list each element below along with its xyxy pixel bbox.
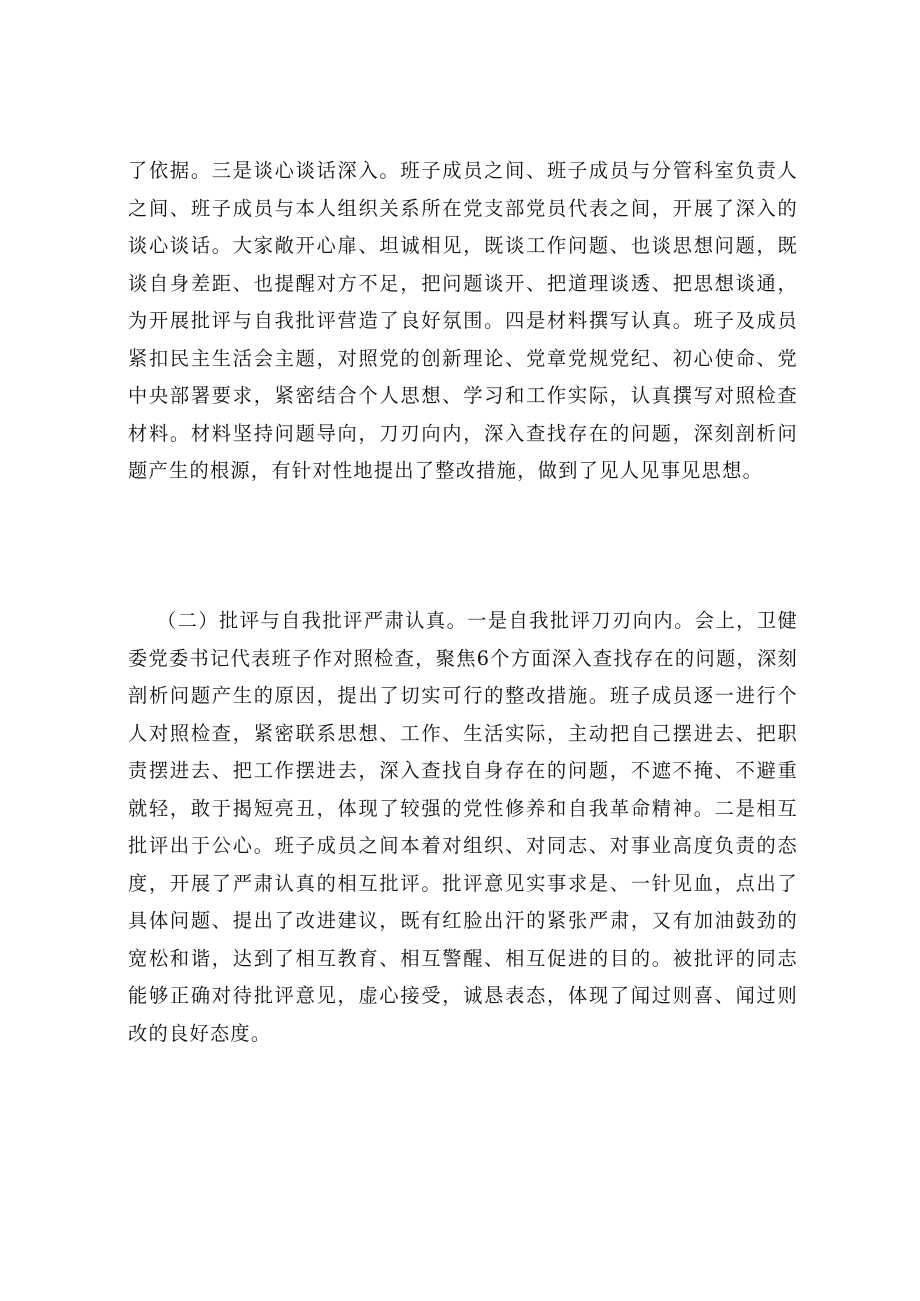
paragraph-2: （二）批评与自我批评严肃认真。一是自我批评刀刃向内。会上，卫健委党委书记代表班子作对照检查，聚焦6个方面深入查找存在的问题，深刻剖析问题产生的原因，提出了切实可行的整改措施。班子成员逐一进行个人对照检查，紧密联系思想、工作、生活实际，主动把自己摆进去、把职责摆进去、把工作摆进去，深入查找自身存在的问题，不遮不掩、不避重就轻，敢于揭短亮丑，体现了较强的党性修养和自我革命精神。二是相互批评出于公心。班子成员之间本着对组织、对同志、对事业高度负责的态度，开展了严肃认真的相互批评。批评意见实事求是、一针见血，点出了具体问题、提出了改进建议，既有红脸出汗的紧张严肃，又有加油鼓劲的宽松和谐，达到了相互教育、相互警醒、相互促进的目的。被批评的同志能够正确对待批评意见，虚心接受，诚恳表态，体现了闻过则喜、闻过则改的良好态度。 (128, 609, 798, 1045)
paragraph-1: 了依据。三是谈心谈话深入。班子成员之间、班子成员与分管科室负责人之间、班子成员与本人组织关系所在党支部党员代表之间，开展了深入的谈心谈话。大家敞开心扉、坦诚相见，既谈工作问题、也谈思想问题，既谈自身差距、也提醒对方不足，把问题谈开、把道理谈透、把思想谈通，为开展批评与自我批评营造了良好氛围。四是材料撰写认真。班子及成员紧扣民主生活会主题，对照党的创新理论、党章党规党纪、初心使命、党中央部署要求，紧密结合个人思想、学习和工作实际，认真撰写对照检查材料。材料坚持问题导向，刀刃向内，深入查找存在的问题，深刻剖析问题产生的根源，有针对性地提出了整改措施，做到了见人见事见思想。 (128, 159, 798, 482)
